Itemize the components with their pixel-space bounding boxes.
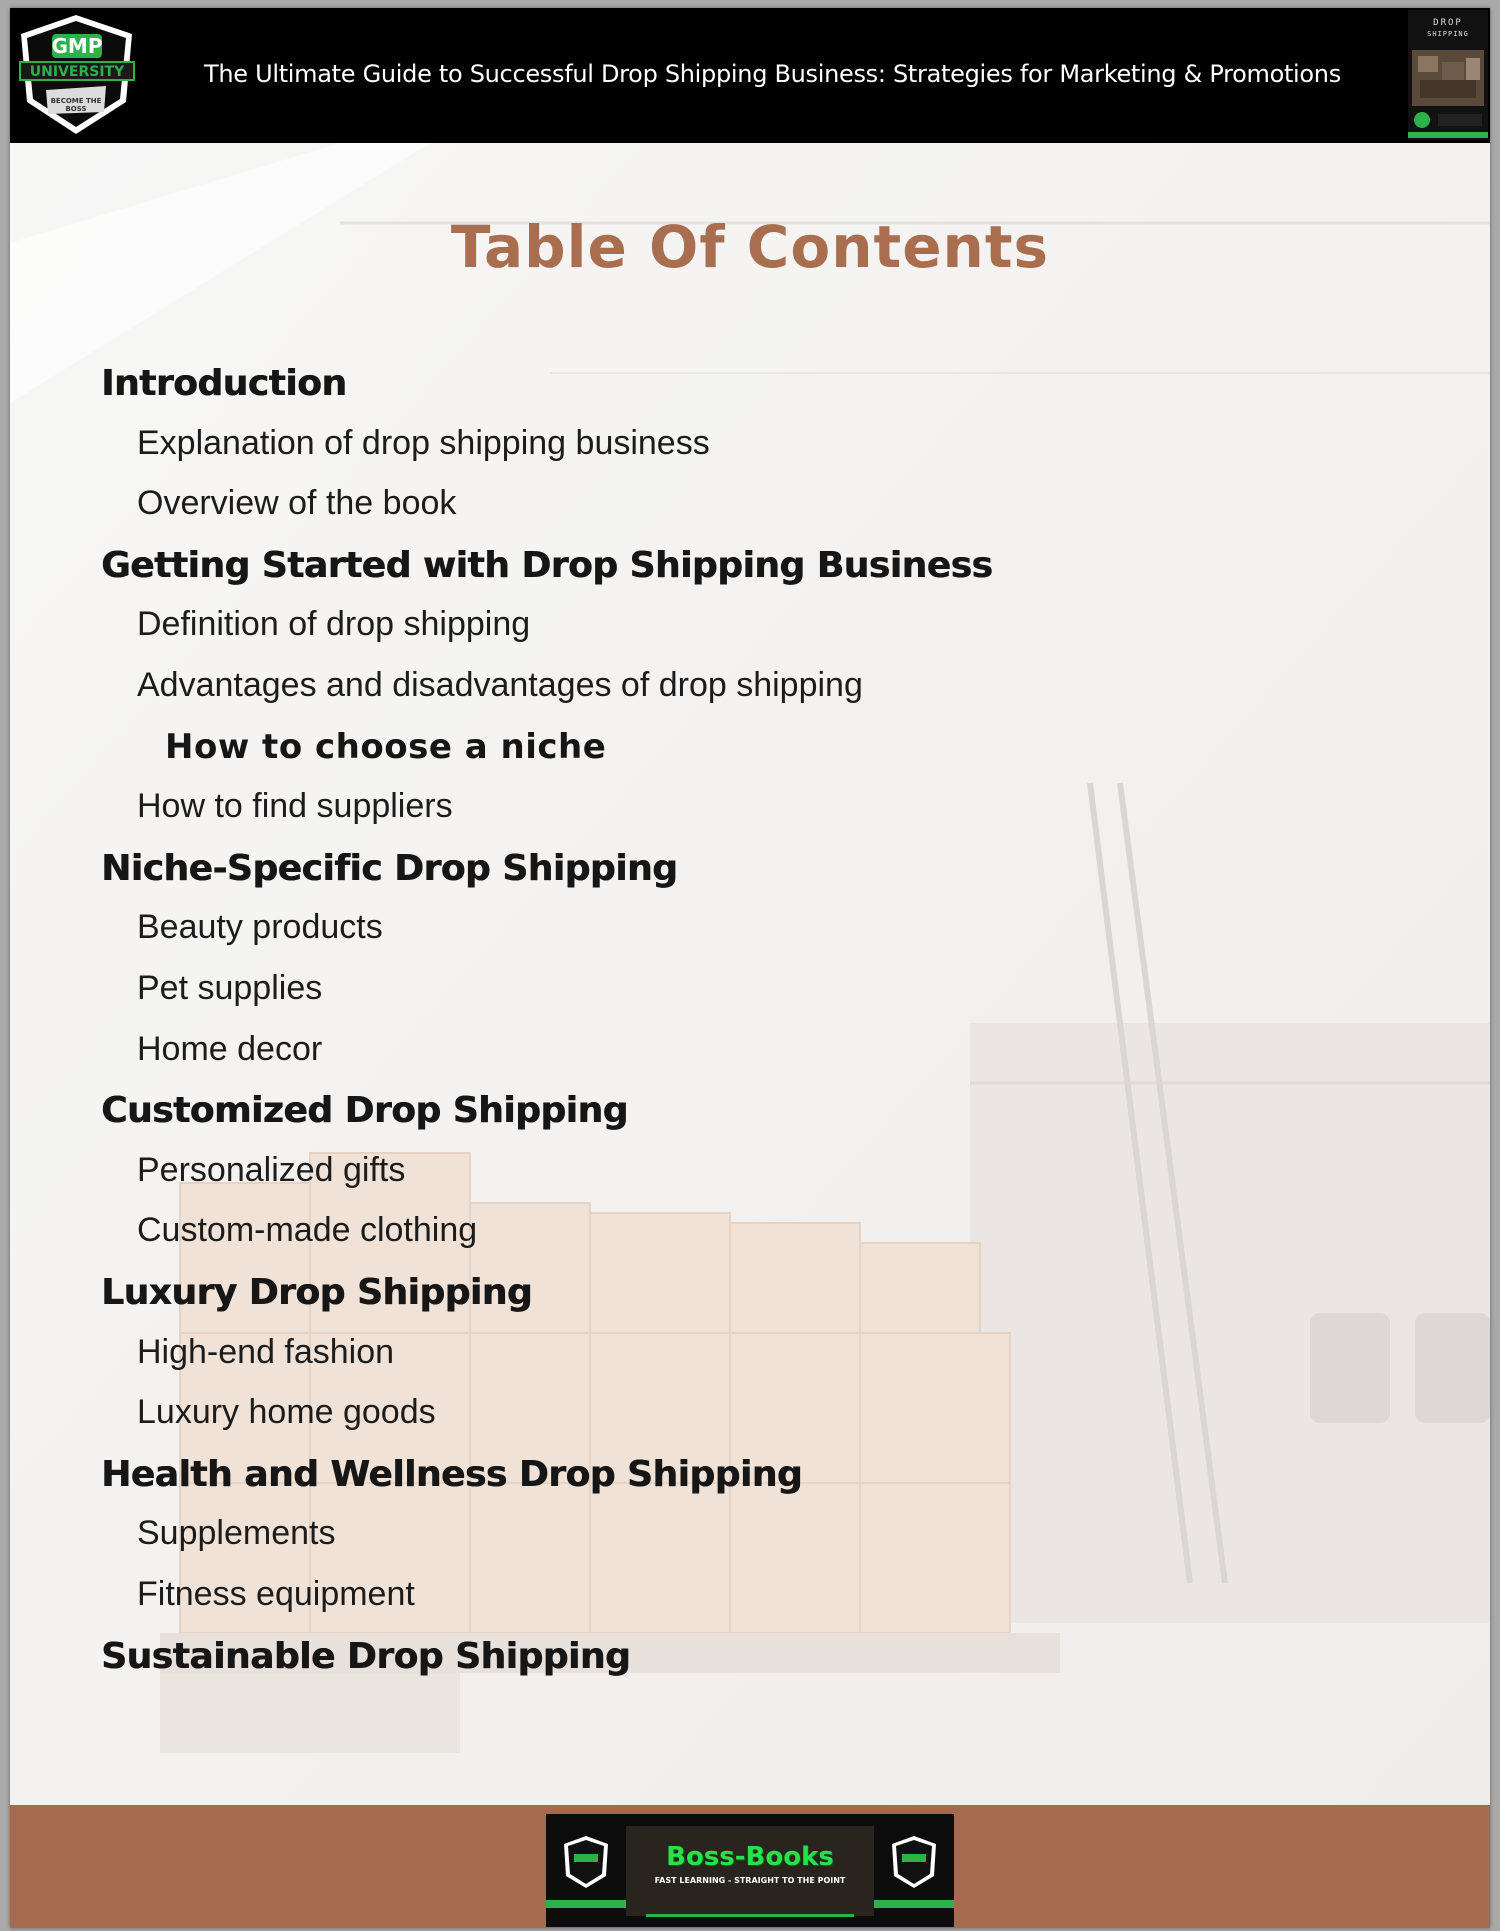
gmp-university-logo: [14, 12, 139, 139]
toc-section-heading: Sustainable Drop Shipping: [101, 1636, 631, 1677]
toc-section-heading: Introduction: [101, 363, 347, 404]
toc-section-heading: Customized Drop Shipping: [101, 1090, 628, 1131]
svg-text:UNIVERSITY: UNIVERSITY: [29, 64, 125, 80]
document-title: The Ultimate Guide to Successful Drop Shipping Business: Strategies for Marketing & Promotions: [204, 60, 1341, 88]
svg-text:BECOME THE: BECOME THE: [50, 97, 102, 105]
banner-brand-name: Boss-Books: [666, 1842, 834, 1872]
boss-books-banner: [546, 1814, 954, 1927]
toc-entry: Explanation of drop shipping business: [137, 424, 710, 462]
toc-entry: Overview of the book: [137, 484, 457, 522]
book-cover-thumbnail: [1408, 10, 1488, 140]
toc-section-heading: Luxury Drop Shipping: [101, 1272, 533, 1313]
page-header: [10, 8, 1490, 143]
toc-entry: Beauty products: [137, 908, 383, 946]
toc-section-heading: Niche-Specific Drop Shipping: [101, 848, 678, 889]
document-page: [10, 8, 1490, 1928]
toc-section-heading: How to choose a niche: [165, 727, 607, 767]
thumbnail-artwork: [1408, 10, 1488, 140]
toc-entry: Definition of drop shipping: [137, 605, 531, 643]
banner-tagline: FAST LEARNING - STRAIGHT TO THE POINT: [654, 1876, 846, 1885]
thumbnail-label-line1: DROP: [1433, 18, 1463, 28]
toc-entry: Supplements: [137, 1514, 336, 1552]
toc-entry: How to find suppliers: [137, 787, 453, 825]
page-footer: [10, 1805, 1490, 1928]
toc-entry: Fitness equipment: [137, 1575, 415, 1613]
svg-text:BOSS: BOSS: [65, 105, 87, 113]
toc-entry: Home decor: [137, 1030, 323, 1068]
svg-text:GMP: GMP: [51, 34, 103, 58]
toc-entry: Luxury home goods: [137, 1393, 436, 1431]
toc-section-heading: Health and Wellness Drop Shipping: [101, 1454, 803, 1495]
toc-entry: Pet supplies: [137, 969, 323, 1007]
toc-entry: Custom-made clothing: [137, 1211, 478, 1249]
toc-title: Table Of Contents: [450, 213, 1050, 281]
toc-entry: High-end fashion: [137, 1333, 395, 1371]
toc-entry: Advantages and disadvantages of drop shipping: [137, 666, 863, 704]
toc-entry: Personalized gifts: [137, 1151, 406, 1189]
toc-section-heading: Getting Started with Drop Shipping Business: [101, 545, 993, 586]
thumbnail-label-line2: SHIPPING: [1427, 30, 1469, 38]
